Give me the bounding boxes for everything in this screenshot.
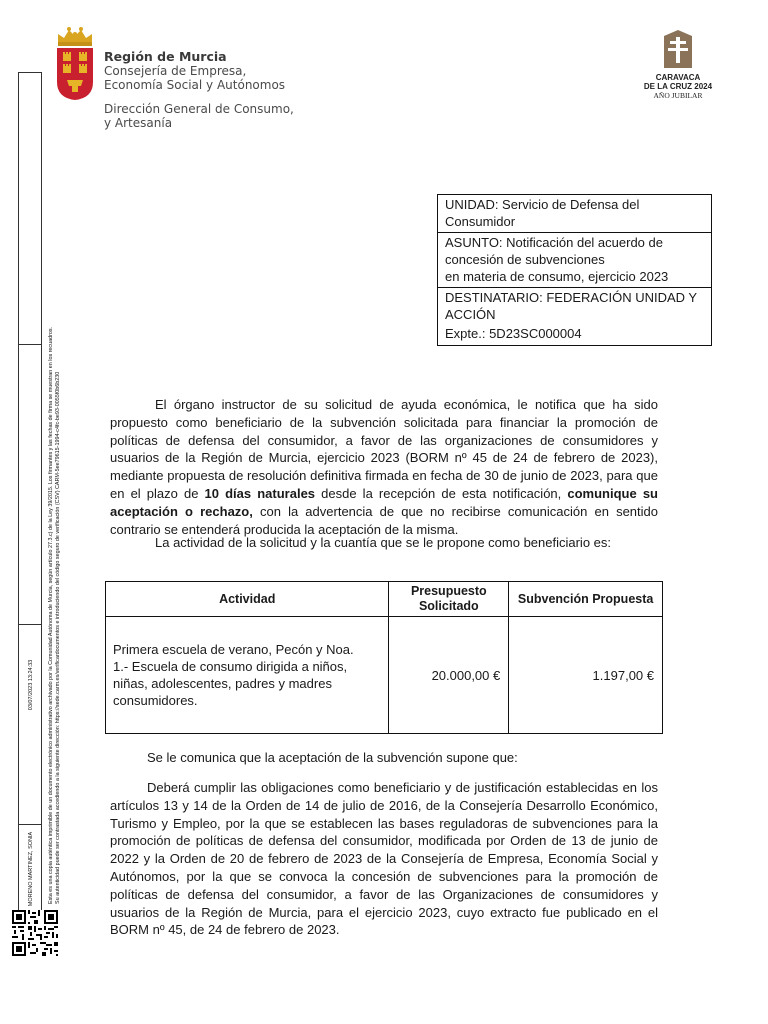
- grant-table: [105, 581, 663, 734]
- signer-name: MORENO MARTINEZ, SONIA: [27, 831, 34, 906]
- region-murcia-crest-logo: [54, 24, 96, 102]
- department-line-2: Economía Social y Autónomos: [104, 78, 286, 92]
- col-header-grant: Subvención Propuesta: [509, 582, 663, 617]
- p1-bold-response: comunique su aceptación o rechazo,: [110, 485, 659, 519]
- table-header-row: [106, 582, 663, 617]
- p1-text-c: desde la recepción de esta notificación,: [315, 485, 568, 501]
- legal-verification-text: [48, 327, 62, 904]
- subject-box: [437, 194, 712, 346]
- p3-text: Se le comunica que la aceptación de la subvención supone que:: [147, 750, 518, 765]
- event-line-1: CARAVACA: [655, 73, 701, 82]
- caravaca-2024-logo: [630, 30, 726, 100]
- sign-date: 03/07/2023 13:24:33: [27, 659, 34, 710]
- directorate-line-1: Dirección General de Consumo,: [104, 102, 294, 116]
- p2-text: La actividad de la solicitud y la cuantía que se le propone como beneficiario es:: [155, 535, 612, 550]
- unidad-field: UNIDAD: Servicio de Defensa del Consumidor: [445, 197, 640, 229]
- p4-text: Deberá cumplir las obligaciones como beneficiario y de justificación establecidas en los artículos 13 y 14 de la Orden de 14 de julio de 2016, de la Consejería Desarrollo Económico, Turismo y Empleo, por la que se establecen las bases reguladoras de subvenciones para la promoción de políticas de defensa del consumidor, modificada por Orden de 13 de junio de 2022 y la Orden de 20 de febrero de 2023 de la Consejería de Empresa, Economía Social y Autónomos, por la que se convoca la concesión de subvenciones para la promoción de políticas de defensa del consumidor, a favor de las Organizaciones de consumidores y usuarios de la Región de Murcia, para el ejercicio 2023, cuyo extracto fue publicado en el BORM nº 45, de 24 de febrero de 2023.: [110, 780, 658, 938]
- obligations-paragraph: [110, 779, 658, 939]
- organization-name-block: [104, 49, 294, 130]
- directorate-line-2: y Artesanía: [104, 116, 173, 130]
- signature-sidebar: [18, 72, 42, 912]
- notification-paragraph: [110, 396, 658, 538]
- activity-description: 1.- Escuela de consumo dirigida a niños, niñas, adolescentes, padres y madres consumidores.: [113, 659, 348, 708]
- activity-intro-paragraph: [110, 534, 658, 552]
- qr-code-icon: [12, 910, 58, 956]
- legal-line-2: Su autenticidad puede ser contrastada accediendo a la siguiente dirección: https://sede.carm.es/verificardocumentos e introduciendo del código seguro de verificación (CSV) CARM-5ee79615-1994-c4fc-be93-0055f0b6b230: [55, 371, 61, 904]
- asunto-field: [438, 232, 711, 287]
- event-line-3: AÑO JUBILAR: [653, 91, 703, 100]
- legal-line-1: Esta es una copia auténtica imprimible de un documento electrónico administrativo archivado por la Comunidad Autónoma de Murcia, según artículo 27.3.c) de la Ley 39/2015. Los firmantes y las fechas de firma se muestran en los recuadros.: [48, 326, 54, 904]
- destinatario-field: DESTINATARIO: FEDERACIÓN UNIDAD Y ACCIÓN: [438, 287, 711, 325]
- budget-cell: 20.000,00 €: [389, 617, 509, 734]
- org-name: Región de Murcia: [104, 49, 227, 64]
- p1-text-a: El órgano instructor de su solicitud de ayuda económica, le notifica que ha sido propuesto como beneficiario de la subvención solicitada para financiar la promoción de políticas de defensa del consumidor, a favor de las organizaciones de consumidores y usuarios de la Región de Murcia, ejercicio 2023 (BORM nº 45 de 24 de febrero de 2023), mediante propuesta de resolución definitiva firmada en fecha de 30 de junio de 2023, para que en el plazo de: [110, 397, 658, 501]
- activity-cell: [106, 617, 389, 734]
- col-header-budget: Presupuesto Solicitado: [389, 582, 509, 617]
- expediente-number: Expte.: 5D23SC000004: [445, 326, 582, 341]
- p1-text-d: con la advertencia de que no recibirse comunicación en sentido contrario se entenderá producida la aceptación de la misma.: [110, 503, 658, 537]
- p1-bold-deadline: 10 días naturales: [204, 485, 316, 501]
- caravaca-cross-icon: [662, 30, 694, 68]
- grant-cell: 1.197,00 €: [509, 617, 663, 734]
- signer-cell: [19, 824, 42, 912]
- sign-date-cell: [19, 624, 42, 744]
- table-row: [106, 617, 663, 734]
- department-line-1: Consejería de Empresa,: [104, 64, 247, 78]
- event-line-2: DE LA CRUZ 2024: [643, 82, 713, 91]
- asunto-line-2: en materia de consumo, ejercicio 2023: [445, 269, 669, 284]
- col-header-activity: Actividad: [106, 582, 389, 617]
- activity-title: Primera escuela de verano, Pecón y Noa.: [113, 642, 354, 657]
- acceptance-intro-paragraph: [110, 749, 658, 767]
- asunto-line-1: ASUNTO: Notificación del acuerdo de concesión de subvenciones: [445, 235, 663, 267]
